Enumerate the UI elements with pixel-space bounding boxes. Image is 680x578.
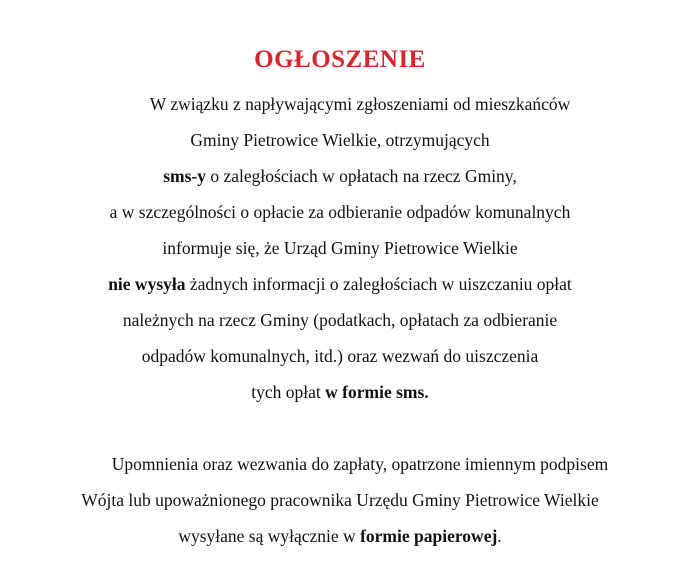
p1-line-8: odpadów komunalnych, itd.) oraz wezwań do uiszczenia	[141, 346, 539, 366]
nie-wysyla-bold-text: nie wysyła	[108, 274, 186, 294]
p1-line-2: Gminy Pietrowice Wielkie, otrzymujących	[190, 130, 490, 150]
p2-line-3-post: .	[497, 526, 502, 546]
p1-line-6	[0, 272, 680, 296]
p1-line-7: należnych na rzecz Gminy (podatkach, opłatach za odbieranie	[122, 310, 558, 330]
p1-line-3-rest: o zaległościach w opłatach na rzecz Gminy,	[205, 166, 517, 186]
p1-line-4: a w szczególności o opłacie za odbieranie odpadów komunalnych	[109, 202, 571, 222]
p1-line-6-rest: żadnych informacji o zaległościach w uiszczaniu opłat	[185, 274, 572, 294]
announcement-title: OGŁOSZENIE	[254, 46, 426, 73]
p1-line-1: W związku z napływającymi zgłoszeniami od mieszkańców	[149, 94, 571, 114]
p2-line-2: Wójta lub upoważnionego pracownika Urzędu Gminy Pietrowice Wielkie	[81, 490, 599, 510]
p1-line-9	[0, 380, 680, 404]
formie-papierowej-bold-text: formie papierowej	[360, 526, 498, 546]
p1-line-3	[0, 164, 680, 188]
p2-line-3	[0, 524, 680, 548]
p2-line-1: Upomnienia oraz wezwania do zapłaty, opatrzone imiennym podpisem	[111, 454, 609, 474]
p2-line-3-pre: wysyłane są wyłącznie w	[178, 526, 361, 546]
p1-line-9-pre: tych opłat	[251, 382, 326, 402]
p1-line-5: informuje się, że Urząd Gminy Pietrowice Wielkie	[162, 238, 518, 258]
formie-sms-bold-text: w formie sms.	[325, 382, 429, 402]
sms-bold-text: sms-y	[163, 166, 206, 186]
